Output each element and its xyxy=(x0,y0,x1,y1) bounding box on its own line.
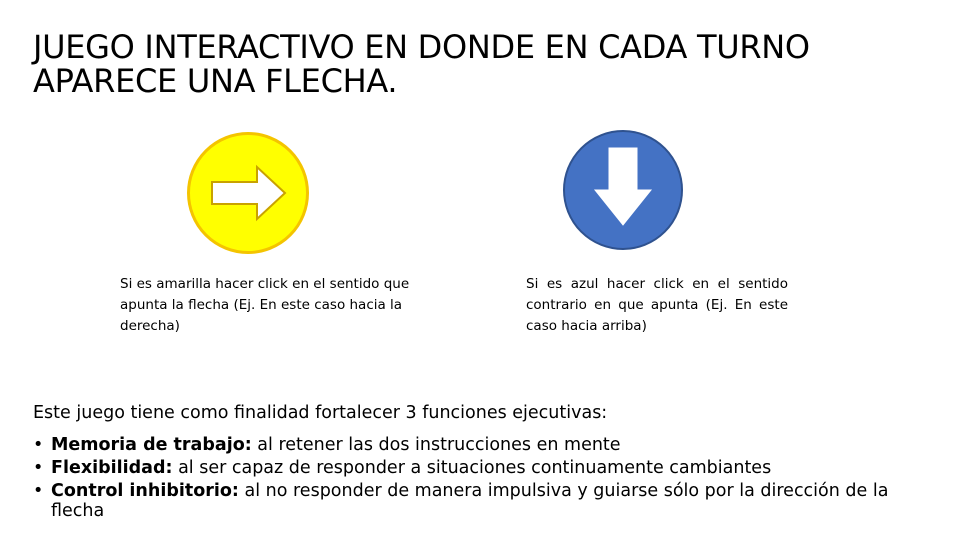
function-name: Flexibilidad: xyxy=(51,458,173,478)
blue-arrow-circle[interactable] xyxy=(563,130,683,250)
blue-instruction-text: Si es azul hacer click en el sentido contrario en que apunta (Ej. En este caso hacia arriba) xyxy=(526,276,788,334)
list-item xyxy=(33,481,933,521)
bullet-icon: • xyxy=(33,481,44,501)
list-item xyxy=(33,458,933,478)
intro-text: Este juego tiene como finalidad fortalecer 3 funciones ejecutivas: xyxy=(33,403,608,423)
bullet-icon: • xyxy=(33,435,44,455)
function-description: al ser capaz de responder a situaciones continuamente cambiantes xyxy=(172,458,772,478)
executive-functions-list xyxy=(33,435,933,524)
yellow-arrow-circle[interactable] xyxy=(187,132,309,254)
arrow-right-icon xyxy=(190,135,306,251)
function-description: al retener las dos instrucciones en mente xyxy=(251,435,621,455)
page-title: JUEGO INTERACTIVO EN DONDE EN CADA TURNO APARECE UNA FLECHA. xyxy=(33,28,810,100)
function-name: Memoria de trabajo: xyxy=(51,435,252,455)
arrow-down-icon xyxy=(565,132,681,248)
list-item xyxy=(33,435,933,455)
function-name: Control inhibitorio: xyxy=(51,481,239,501)
yellow-instruction-text: Si es amarilla hacer click en el sentido que apunta la flecha (Ej. En este caso hacia la derecha) xyxy=(120,276,410,334)
bullet-icon: • xyxy=(33,458,44,478)
function-description: al no responder de manera impulsiva y guiarse sólo por la dirección de la flecha xyxy=(51,481,889,521)
